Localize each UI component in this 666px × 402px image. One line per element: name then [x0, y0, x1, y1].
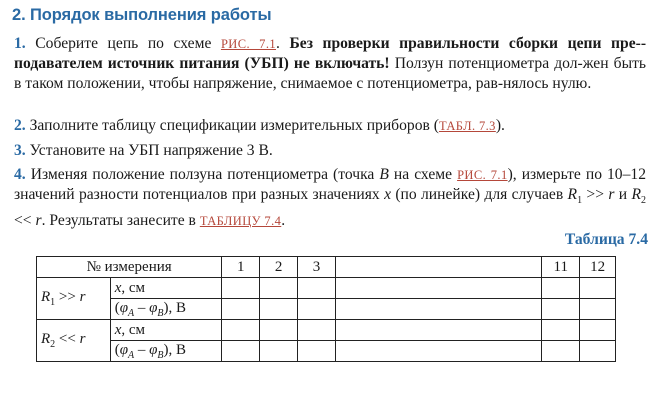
step-number: 2. [14, 117, 26, 134]
header-cell: 1 [222, 257, 260, 278]
step-text: и [614, 186, 632, 203]
header-cell [335, 257, 541, 278]
table-link[interactable]: ТАБЛИЦУ 7.4 [199, 214, 282, 229]
table-header-row [37, 257, 616, 278]
var-r: r [35, 212, 42, 230]
step-number: 3. [14, 142, 26, 159]
header-cell: 3 [298, 257, 336, 278]
table-cell[interactable] [298, 320, 336, 341]
step-text: ), измерьте по 10–12 значений разности потенциалов при разных значениях [14, 166, 646, 203]
subscript: 1 [577, 195, 583, 207]
step-text: >> [582, 186, 609, 203]
measurement-table [36, 256, 616, 362]
row-label: $(\varphi_A - \varphi_B)$, В [110, 341, 222, 362]
table-cell[interactable] [580, 341, 616, 362]
step-text: << [14, 212, 36, 230]
step-text: . [281, 212, 286, 230]
step-text: ). [495, 117, 505, 134]
table-row [37, 341, 616, 362]
row-label: x, см [110, 278, 222, 299]
table-row [37, 299, 616, 320]
table-cell[interactable] [222, 341, 260, 362]
row-group-label: $R_2 << r$ [37, 320, 111, 362]
table-cell[interactable] [335, 341, 541, 362]
table-row [37, 278, 616, 299]
header-cell: 12 [580, 257, 616, 278]
step-text: Установите на УБП напряжение 3 В. [25, 142, 273, 159]
step-text: Соберите цепь по схеме [25, 35, 221, 52]
table-link[interactable]: ТАБЛ. 7.3 [438, 119, 496, 133]
subscript: 2 [641, 195, 646, 207]
table-cell[interactable] [580, 299, 616, 320]
table-cell[interactable] [542, 278, 580, 299]
table-caption: Таблица 7.4 [564, 231, 648, 248]
point-label: B [379, 166, 389, 183]
table-cell[interactable] [260, 341, 298, 362]
figure-link[interactable]: РИС. 7.1 [457, 168, 508, 182]
table-cell[interactable] [260, 278, 298, 299]
step-text: Изменяя положение ползуна потенциометра (точка [25, 166, 380, 183]
header-cell: 2 [260, 257, 298, 278]
table-cell[interactable] [222, 299, 260, 320]
step-4 [14, 165, 646, 231]
table-cell[interactable] [222, 320, 260, 341]
var-r: r [608, 186, 615, 203]
table-cell[interactable] [298, 341, 336, 362]
table-cell[interactable] [335, 320, 541, 341]
table-row [37, 320, 616, 341]
table-cell[interactable] [260, 299, 298, 320]
var-r2: R [631, 186, 641, 203]
step-2 [14, 116, 646, 136]
table-cell[interactable] [298, 278, 336, 299]
step-number: 1. [14, 35, 26, 52]
table-cell[interactable] [335, 278, 541, 299]
header-cell: 11 [542, 257, 580, 278]
step-text: (по линейке) для случаев [391, 186, 568, 203]
section-heading: 2. Порядок выполнения работы [12, 6, 272, 24]
step-number: 4. [14, 166, 26, 183]
row-group-label: $R_1 >> r$ [37, 278, 111, 320]
step-text: . Результаты занесите в [41, 212, 200, 230]
row-label: x, см [110, 320, 222, 341]
step-text: . [276, 35, 290, 52]
table-cell[interactable] [335, 299, 541, 320]
table-cell[interactable] [542, 299, 580, 320]
figure-link[interactable]: РИС. 7.1 [220, 37, 276, 51]
step-1 [14, 34, 646, 94]
step-text: на схеме [388, 166, 458, 183]
header-cell: № измерения [37, 257, 222, 278]
table-cell[interactable] [542, 320, 580, 341]
table-cell[interactable] [580, 278, 616, 299]
step-3 [14, 141, 646, 161]
table-cell[interactable] [222, 278, 260, 299]
table-cell[interactable] [542, 341, 580, 362]
warning-text: Без проверки правильности сборки цепи пре-подавателем источник питания (УБП) не включать! [14, 35, 647, 72]
step-text: Заполните таблицу спецификации измерительных приборов ( [25, 117, 439, 134]
var-r1: R [567, 186, 578, 203]
table-cell[interactable] [260, 320, 298, 341]
table-cell[interactable] [580, 320, 616, 341]
var-x: x [384, 186, 391, 203]
step-text: Ползун потенциометра дол-жен быть в таком положении, чтобы напряжение, снимаемое с потенциометра, рав-нялось нулю. [14, 55, 646, 92]
row-label: $(\varphi_A - \varphi_B)$, В [110, 299, 222, 320]
table-cell[interactable] [298, 299, 336, 320]
